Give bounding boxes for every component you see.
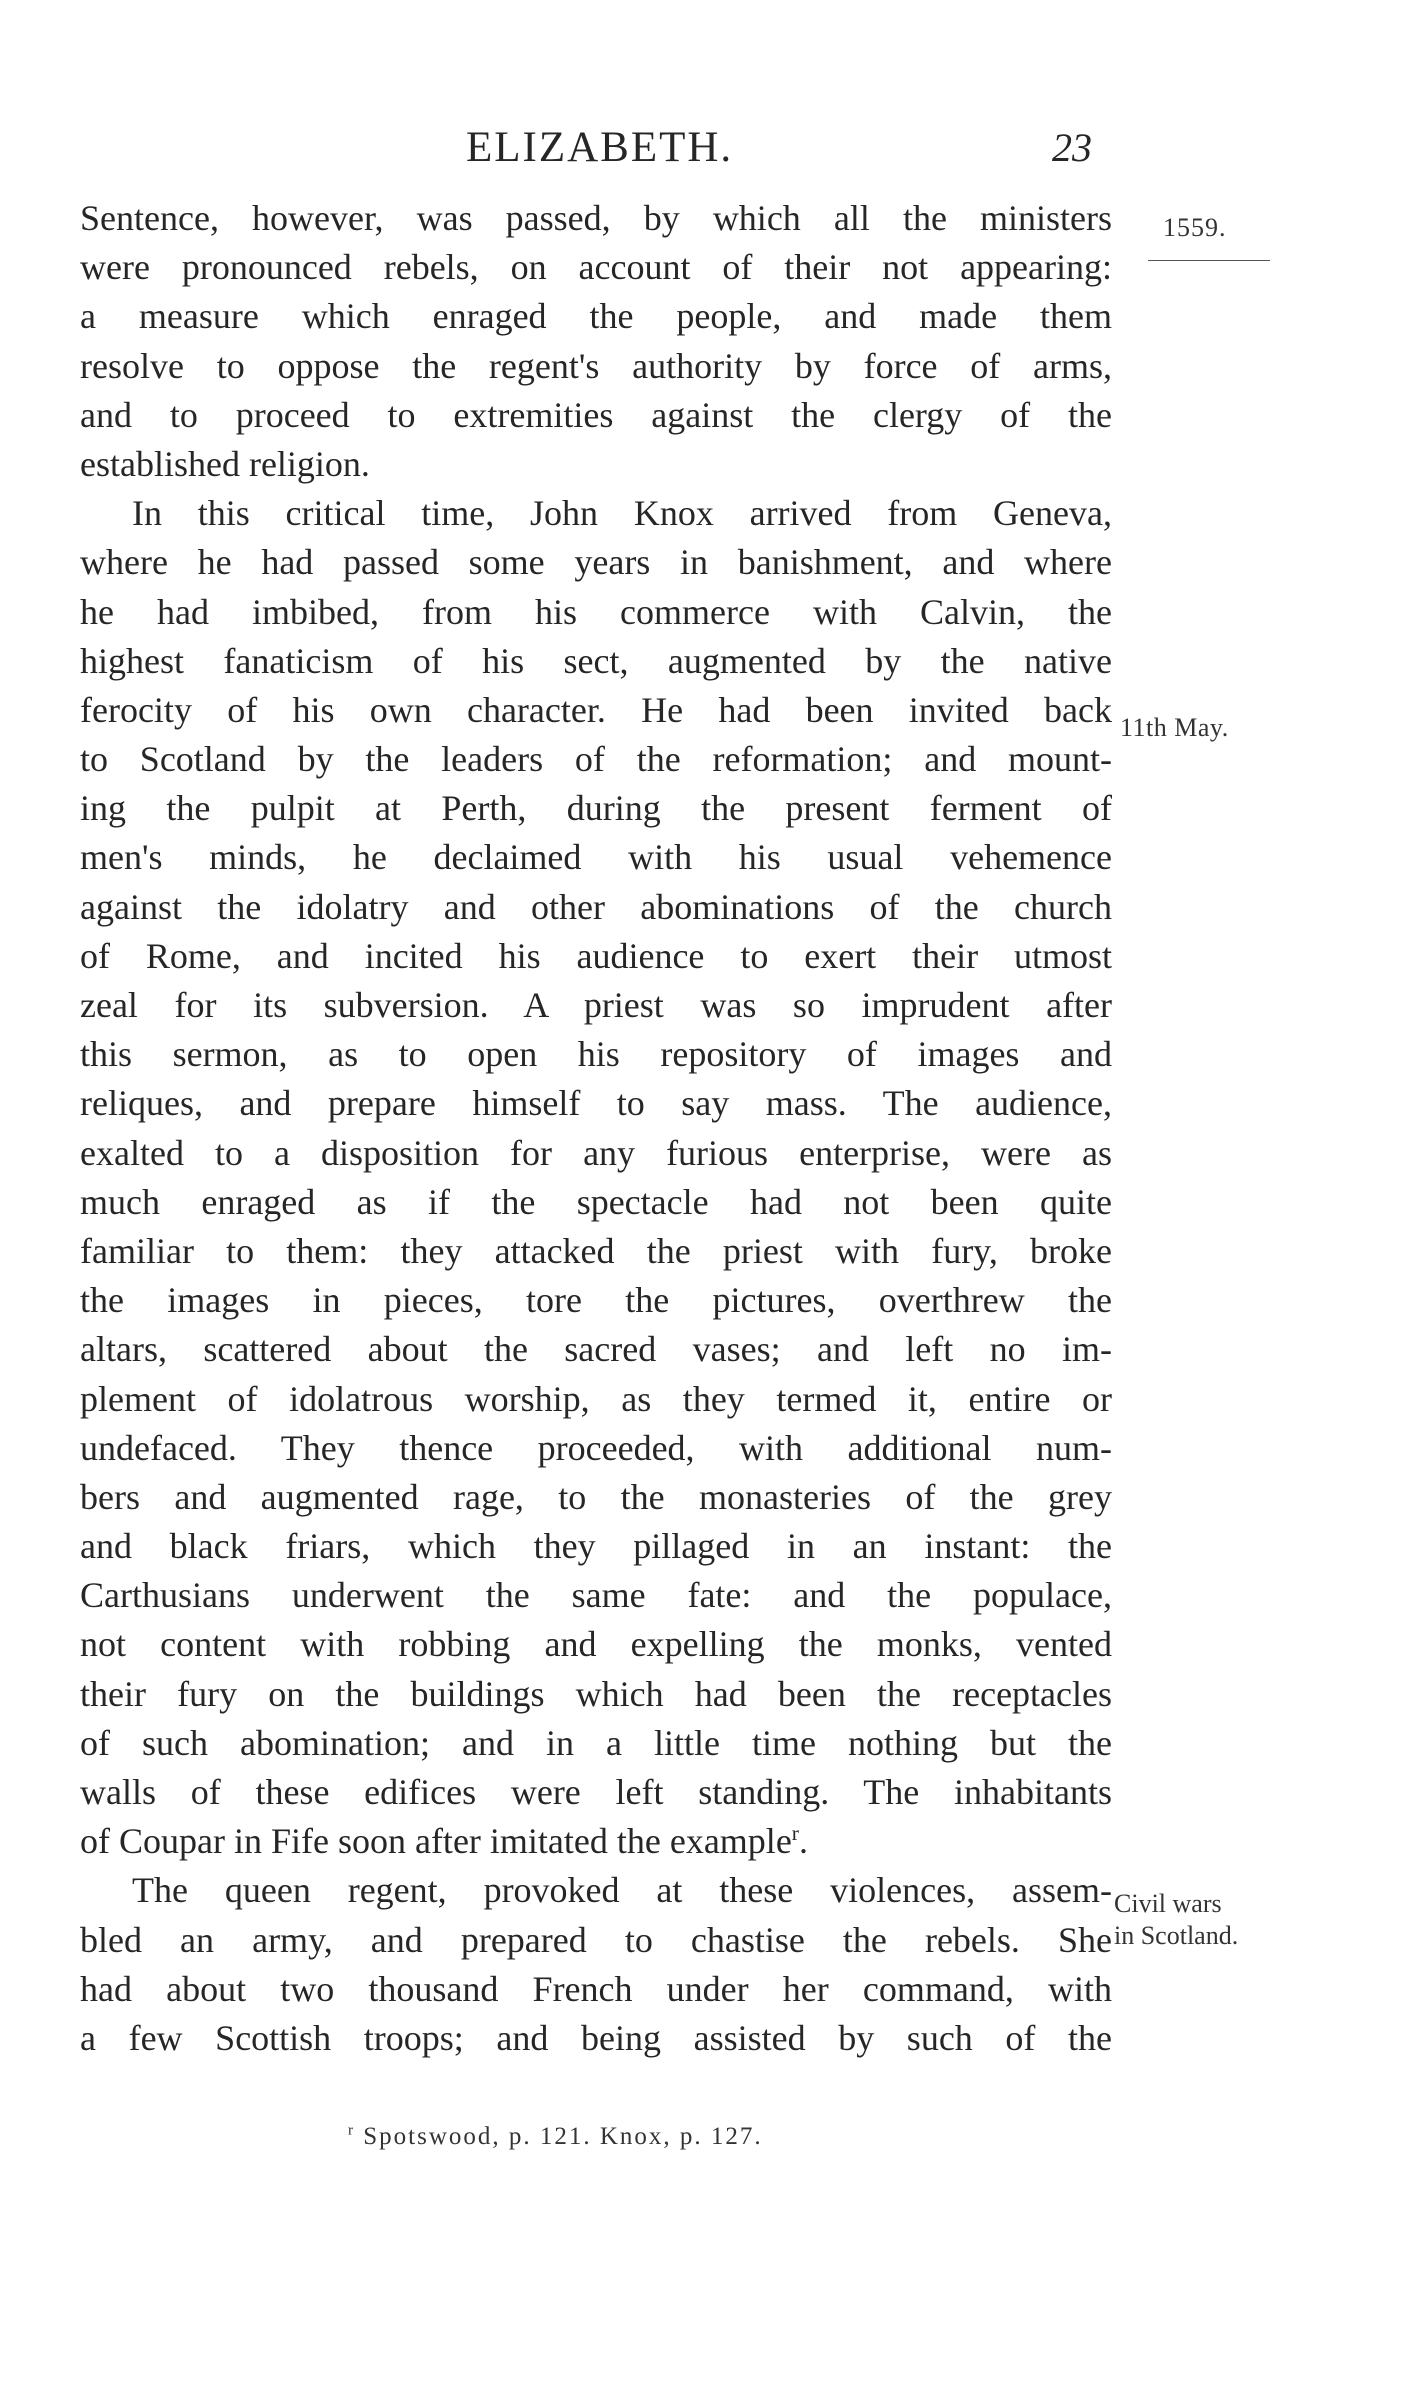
- body-line: plement of idolatrous worship, as they termed it, entire or: [80, 1378, 1112, 1419]
- footnote-text: Spotswood, p. 121. Knox, p. 127.: [363, 2123, 763, 2150]
- body-text: [80, 194, 1112, 2063]
- body-line: Carthusians underwent the same fate: and the populace,: [80, 1575, 1112, 1616]
- body-line: zeal for its subversion. A priest was so imprudent after: [80, 985, 1112, 1025]
- body-line: and to proceed to extremities against the clergy of the: [80, 394, 1112, 435]
- body-line-with-footnote-ref: [80, 1817, 1112, 1866]
- body-line: Sentence, however, was passed, by which all the ministers: [80, 198, 1112, 238]
- body-line: of Rome, and incited his audience to exert their utmost: [80, 935, 1112, 976]
- body-line: In this critical time, John Knox arrived from Geneva,: [132, 493, 1112, 534]
- margin-rule: [1148, 260, 1270, 261]
- body-line: walls of these edifices were left standing. The inhabitants: [80, 1772, 1112, 1812]
- body-line: bers and augmented rage, to the monasteries of the grey: [80, 1476, 1112, 1517]
- body-line: altars, scattered about the sacred vases; and left no im-: [80, 1329, 1112, 1370]
- margin-note-civil-wars: [1114, 1888, 1238, 1952]
- body-line: resolve to oppose the regent's authority by force of arms,: [80, 345, 1112, 386]
- body-line: The queen regent, provoked at these violences, assem-: [132, 1870, 1112, 1911]
- body-line: much enraged as if the spectacle had not been quite: [80, 1181, 1112, 1222]
- body-line: and black friars, which they pillaged in an instant: the: [80, 1526, 1112, 1567]
- body-line: where he had passed some years in banishment, and where: [80, 542, 1112, 583]
- body-line: their fury on the buildings which had been the receptacles: [80, 1673, 1112, 1714]
- body-line: of such abomination; and in a little time nothing but the: [80, 1722, 1112, 1763]
- body-line: bled an army, and prepared to chastise the rebels. She: [80, 1919, 1112, 1960]
- body-line: not content with robbing and expelling the monks, vented: [80, 1624, 1112, 1665]
- body-line: men's minds, he declaimed with his usual vehemence: [80, 837, 1112, 878]
- margin-note-civil-wars-line-2: in Scotland.: [1114, 1921, 1239, 1950]
- footnote-reference: r: [791, 1821, 799, 1846]
- body-line: a few Scottish troops; and being assisted by such of the: [80, 2017, 1112, 2058]
- body-line: this sermon, as to open his repository of images and: [80, 1034, 1112, 1075]
- body-line: the images in pieces, tore the pictures, overthrew the: [80, 1280, 1112, 1321]
- page-number: 23: [1052, 125, 1092, 170]
- running-head: [0, 118, 1421, 178]
- body-line: reliques, and prepare himself to say mass. The audience,: [80, 1083, 1112, 1124]
- body-line: ferocity of his own character. He had been invited back: [80, 689, 1112, 730]
- body-line: established religion.: [80, 443, 370, 484]
- body-line: familiar to them: they attacked the priest with fury, broke: [80, 1230, 1112, 1271]
- running-title: ELIZABETH.: [466, 124, 734, 171]
- body-line: he had imbibed, from his commerce with Calvin, the: [80, 591, 1112, 632]
- footnote: [348, 2123, 763, 2151]
- margin-note-date: 11th May.: [1120, 713, 1229, 742]
- footnote-marker: r: [348, 2122, 355, 2139]
- body-line: ing the pulpit at Perth, during the present ferment of: [80, 788, 1112, 829]
- body-line: highest fanaticism of his sect, augmented by the native: [80, 640, 1112, 681]
- body-line: a measure which enraged the people, and made them: [80, 296, 1112, 337]
- sentence-period: .: [799, 1821, 808, 1862]
- body-line: against the idolatry and other abominations of the church: [80, 886, 1112, 927]
- body-line: had about two thousand French under her command, with: [80, 1968, 1112, 2009]
- margin-note-year: 1559.: [1163, 213, 1227, 242]
- body-line-text: of Coupar in Fife soon after imitated the example: [80, 1821, 792, 1862]
- body-line: to Scotland by the leaders of the reformation; and mount-: [80, 739, 1112, 780]
- body-line: exalted to a disposition for any furious enterprise, were as: [80, 1132, 1112, 1173]
- body-line: were pronounced rebels, on account of their not appearing:: [80, 247, 1112, 288]
- body-line: undefaced. They thence proceeded, with additional num-: [80, 1427, 1112, 1468]
- margin-note-civil-wars-line-1: Civil wars: [1114, 1889, 1222, 1918]
